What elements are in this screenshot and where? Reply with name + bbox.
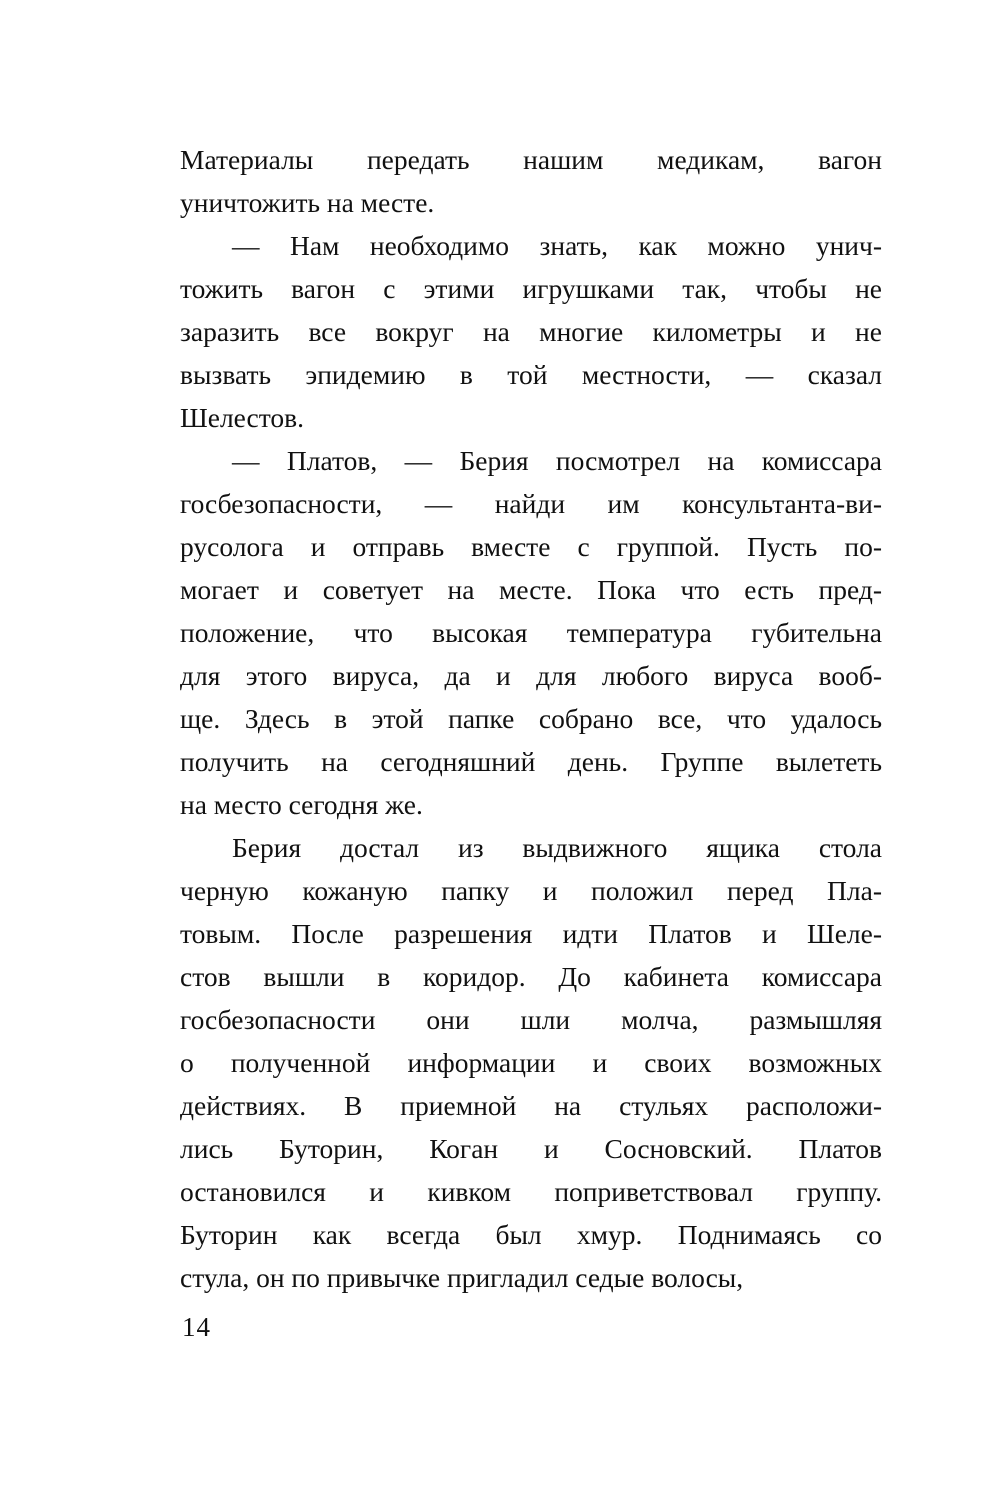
text-line: уничтожить на месте. (180, 187, 435, 218)
text-line: Материалы передать нашим медикам, вагон (180, 144, 882, 175)
text-line: получить на сегодняшний день. Группе вылететь (180, 746, 882, 777)
text-line: о полученной информации и своих возможных (180, 1047, 882, 1078)
text-line: госбезопасности, — найди им консультанта-ви- (180, 488, 882, 519)
text-line: ще. Здесь в этой папке собрано все, что удалось (180, 703, 882, 734)
text-line: русолога и отправь вместе с группой. Пусть по- (180, 531, 882, 562)
text-line: могает и советует на месте. Пока что есть пред- (180, 574, 882, 605)
paragraph (180, 439, 882, 826)
text-line: товым. После разрешения идти Платов и Шеле- (180, 918, 882, 949)
text-line: вызвать эпидемию в той местности, — сказал (180, 359, 882, 390)
text-line: лись Буторин, Коган и Сосновский. Платов (180, 1133, 882, 1164)
book-page (180, 138, 882, 1299)
text-line: — Нам необходимо знать, как можно унич- (232, 230, 882, 261)
text-line: стов вышли в коридор. До кабинета комиссара (180, 961, 882, 992)
text-block (180, 138, 882, 1299)
paragraph (180, 826, 882, 1299)
text-line: черную кожаную папку и положил перед Пла- (180, 875, 882, 906)
text-line: действиях. В приемной на стульях расположи- (180, 1090, 882, 1121)
text-line: Буторин как всегда был хмур. Поднимаясь со (180, 1219, 882, 1250)
text-line: на место сегодня же. (180, 789, 423, 820)
paragraph (180, 138, 882, 224)
paragraph (180, 224, 882, 439)
text-line: стула, он по привычке пригладил седые волосы, (180, 1262, 744, 1293)
text-line: госбезопасности они шли молча, размышляя (180, 1004, 882, 1035)
text-line: тожить вагон с этими игрушками так, чтобы не (180, 273, 882, 304)
text-line: заразить все вокруг на многие километры и не (180, 316, 882, 347)
text-line: Шелестов. (180, 402, 305, 433)
text-line: остановился и кивком поприветствовал группу. (180, 1176, 882, 1207)
text-line: для этого вируса, да и для любого вируса вооб- (180, 660, 882, 691)
text-line: положение, что высокая температура губительна (180, 617, 882, 648)
page-number: 14 (182, 1312, 211, 1342)
text-line: Берия достал из выдвижного ящика стола (232, 832, 882, 863)
text-line: — Платов, — Берия посмотрел на комиссара (232, 445, 882, 476)
